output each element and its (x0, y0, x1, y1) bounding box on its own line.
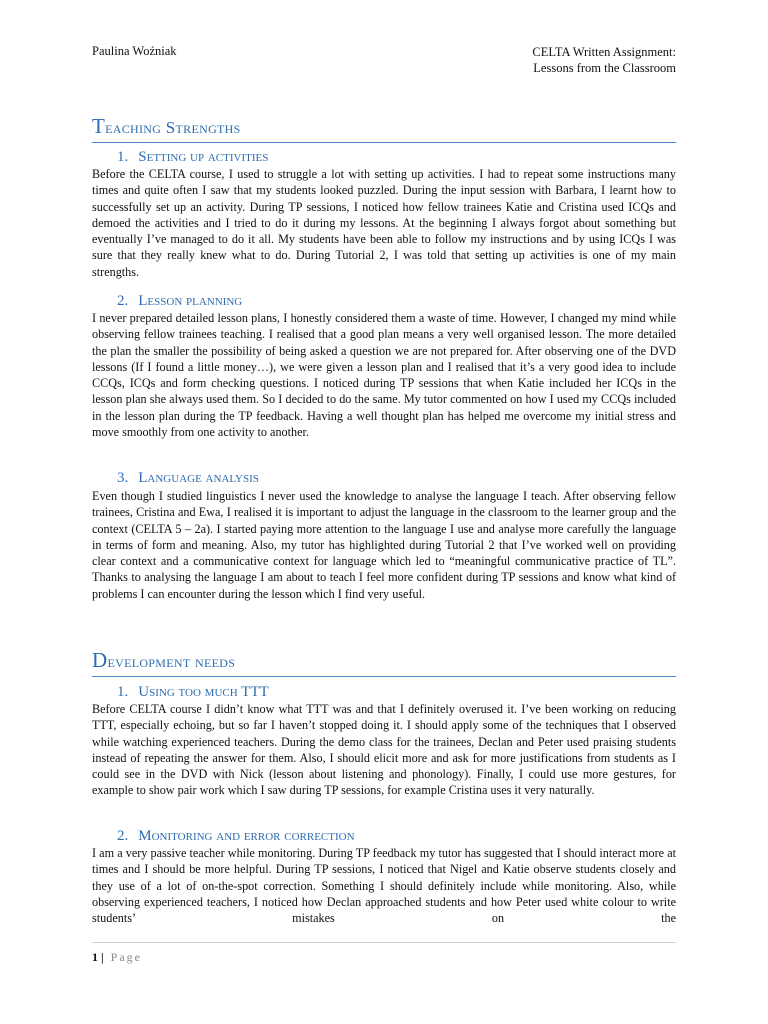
subheading-rest: esson planning (147, 293, 243, 309)
heading-initial: T (92, 114, 106, 138)
subheading-using-too-much-ttt (117, 684, 269, 701)
subheading-rest: anguage analysis (147, 470, 259, 486)
subheading-lesson-planning (117, 293, 242, 310)
header-title-line-2: Lessons from the Classroom (533, 61, 676, 75)
subheading-number: 1. (117, 684, 129, 700)
subheading-initial: L (138, 293, 148, 309)
subheading-setting-up-activities (117, 149, 268, 166)
subheading-number: 2. (117, 828, 129, 844)
subheading-initial: M (138, 828, 152, 844)
paragraph-using-too-much-ttt: Before CELTA course I didn’t know what TTT was and that I definitely overused it. I’ve been working on reducing TTT, especially echoing, but so far I haven’t stopped doing it. I should apply some of the techniques that I observed while watching experienced teachers. During the demo class for the trainees, Declan and Peter used praising students instead of repeating the answer for them. Also, I should elicit more and ask for more justifications from students as I could see in the DVD with Nick (lesson about listening and phonology). Finally, I could use more gestures, for example to show pair work which I saw during TP sessions, for example Cristina uses it very naturally. (92, 702, 676, 798)
heading-development-needs (92, 648, 676, 677)
header-title-line-1: CELTA Written Assignment: (532, 45, 676, 59)
subheading-initial: L (138, 470, 148, 486)
subheading-number: 2. (117, 293, 129, 309)
page-number: 1 (92, 950, 98, 964)
heading-initial: D (92, 648, 108, 672)
footer-divider (92, 942, 676, 943)
subheading-initial: U (138, 684, 150, 700)
subheading-monitoring-error-correction (117, 828, 355, 845)
header-author: Paulina Woźniak (92, 44, 177, 58)
paragraph-language-analysis: Even though I studied linguistics I never used the knowledge to analyse the language I teach. After observing fellow trainees, Cristina and Ewa, I realised it is important to adjust the language in the classroom to the learner group and the context (CELTA 5 – 2a). I started paying more attention to the language I use and analyse more carefully the language in terms of form and meaning. Also, my tutor has highlighted during Tutorial 2 that I’ve worked well on providing clear context and a communicative context for language which led to “meaningful communicative practice of TL”. Thanks to analysing the language I am about to teach I feel more confident during TP sessions and know what kind of problems I can encounter during the lesson which I find very useful. (92, 489, 676, 601)
paragraph-setting-up-activities: Before the CELTA course, I used to struggle a lot with setting up activities. I had to repeat some instructions many times and quite often I saw that my students looked puzzled. During the input session with Barbara, I learnt how to successfully set up an activity. During TP sessions, I noticed how fellow trainees Katie and Cristina used ICQs and demoed the activities and I tried to do it during my lessons. At the beginning I always forgot about something but eventually I’ve managed to do it all. My students have been able to follow my instructions and by using ICQs I was sure that they really knew what to do. During Tutorial 2, I was told that setting up activities is one of my main strengths. (92, 167, 676, 279)
subheading-language-analysis (117, 470, 259, 487)
subheading-initial: S (138, 149, 147, 165)
paragraph-lesson-planning: I never prepared detailed lesson plans, I honestly considered them a waste of time. However, I changed my mind while observing fellow trainees teaching. I realised that a good plan means a very well organised lesson. The more detailed the plan the smaller the possibility of being asked a question we are not prepared for. After observing one of the DVD lessons (If I found a little money…), we were given a lesson plan and I realised that it’s a very good idea to include CCQs, ICQs and form checking questions. I noticed during TP sessions that when Katie included her ICQs in the lesson plan she always used them. So I decided to do the same. My tutor commented on how I used my CCQs included in the lesson plan during the TP feedback. Having a well thought plan has helped me overcome my initial stress and move smoothly from one activity to another. (92, 311, 676, 440)
heading-teaching-strengths (92, 114, 676, 143)
subheading-rest: etting up activities (146, 149, 269, 165)
paragraph-monitoring-error-correction: I am a very passive teacher while monitoring. During TP feedback my tutor has suggested that I should interact more at times and I should be more helpful. During TP sessions, I noticed that Nigel and Katie observe students closely and they use of a lot of on-the-spot correction. Something I should definitely include while monitoring. Also, while observing experienced teachers, I noticed how Declan approached students and how Peter used white colour to write students’ mistakes on the (92, 846, 676, 926)
page-label: Page (110, 950, 142, 964)
header-title (532, 44, 676, 76)
page-footer (92, 950, 142, 965)
heading-rest: eaching Strengths (105, 118, 241, 137)
subheading-number: 1. (117, 149, 129, 165)
subheading-number: 3. (117, 470, 129, 486)
heading-rest: evelopment needs (107, 652, 236, 671)
subheading-rest: onitoring and error correction (151, 828, 355, 844)
subheading-rest: sing too much TTT (149, 684, 269, 700)
footer-separator: | (101, 950, 104, 964)
